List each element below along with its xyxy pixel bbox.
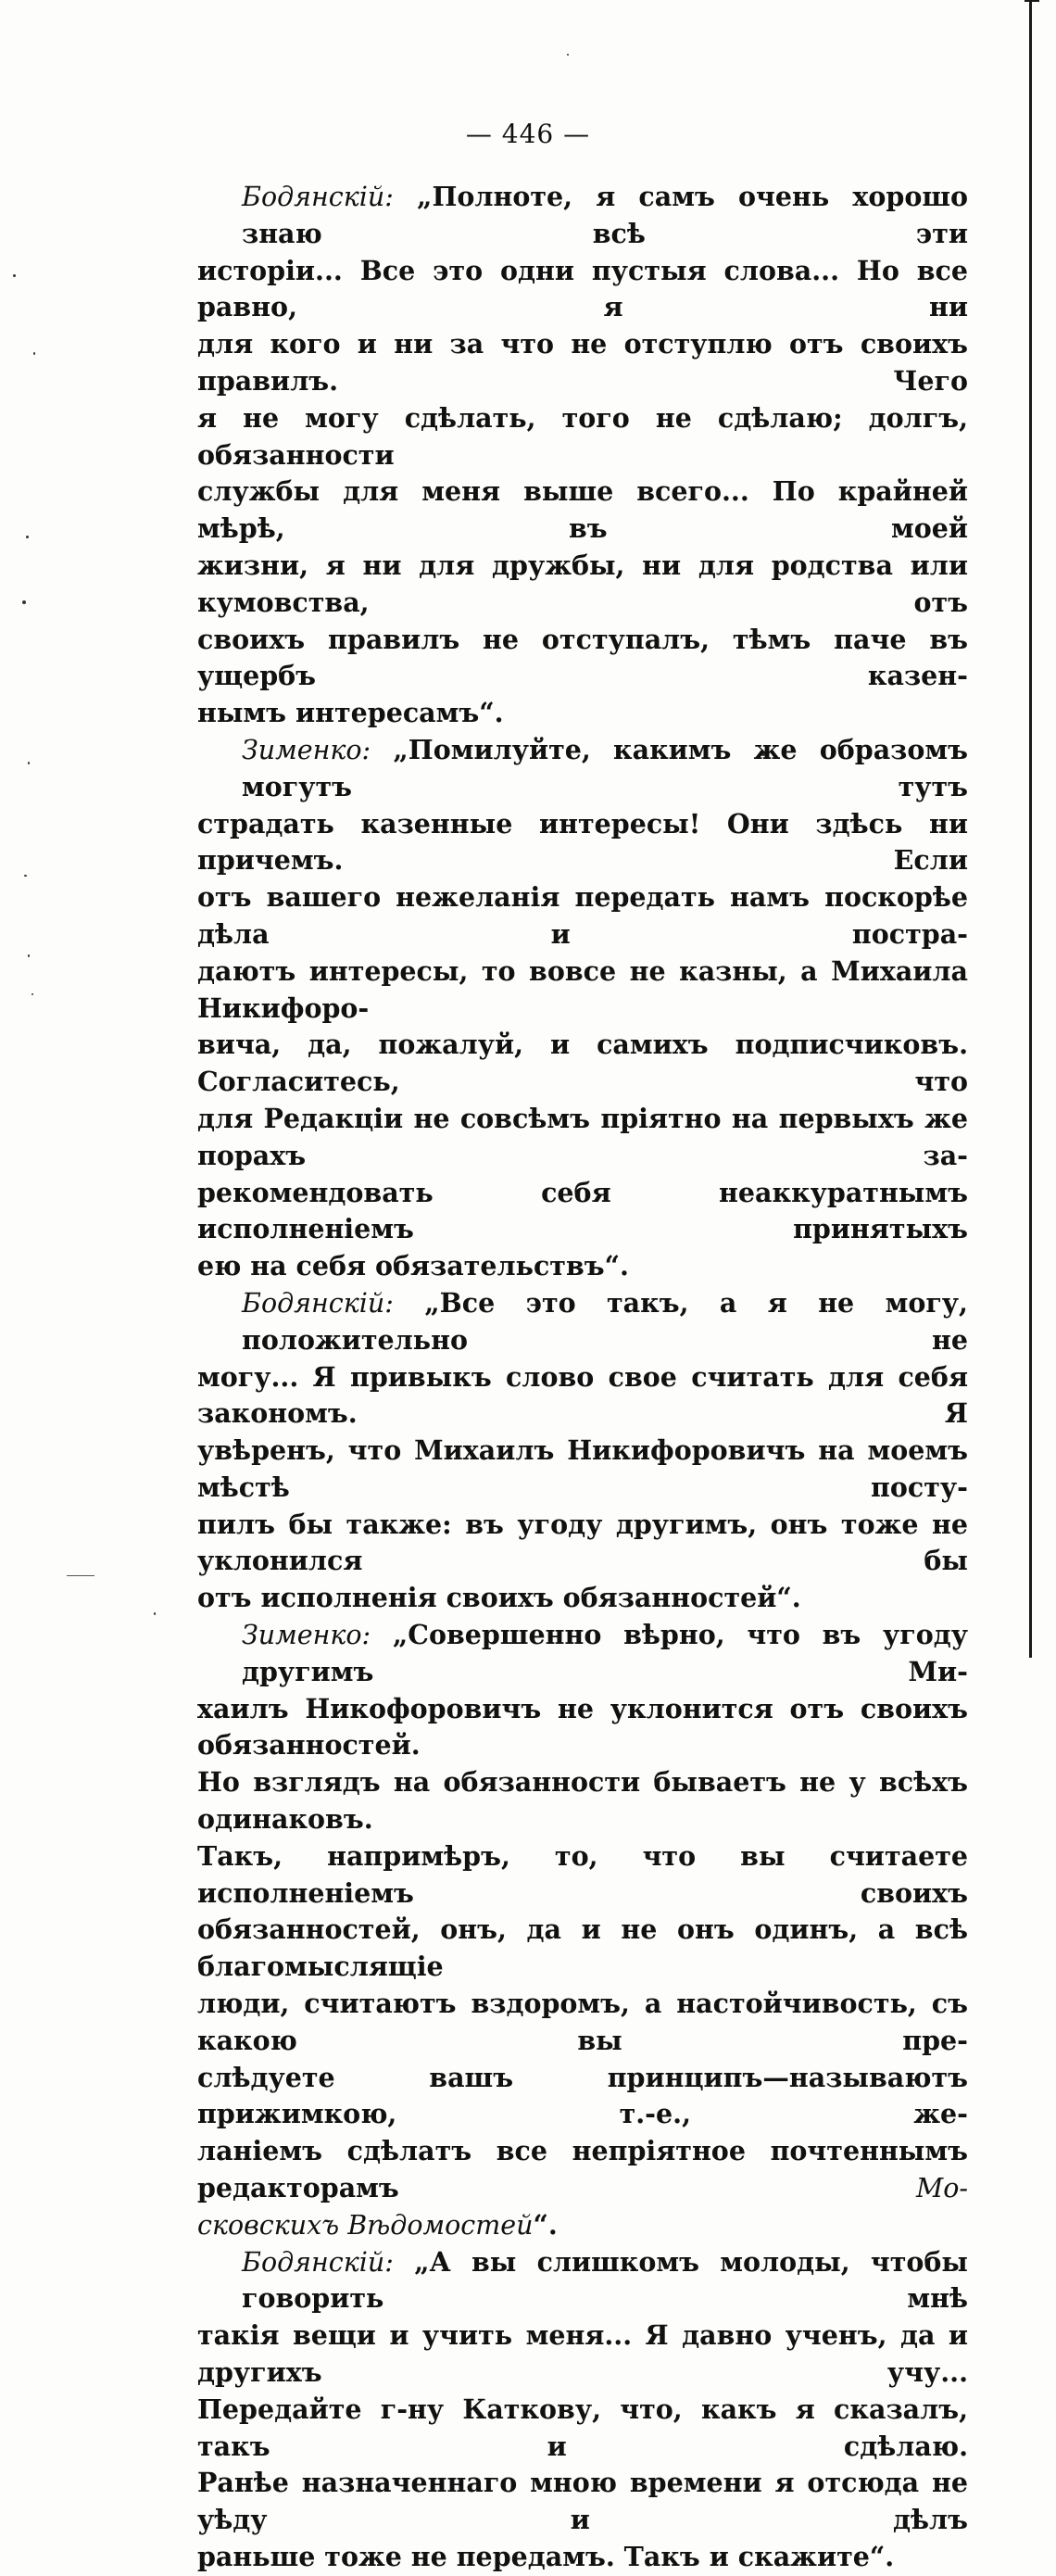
text-line: хаилъ Никофоровичъ не уклонится отъ своихъ обязанностей.: [197, 1692, 968, 1762]
page-number: — 446 —: [465, 119, 591, 149]
speech-block: [197, 1285, 968, 1617]
text-line: для кого и ни за что не отступлю отъ своихъ правилъ. Чего: [197, 328, 968, 397]
page-body: [197, 179, 968, 2576]
line-text: „А вы слишкомъ молоды, чтобы говорить мнѣ: [242, 2245, 968, 2315]
page-edge-rule: [1029, 0, 1032, 1658]
text-line: [197, 2207, 968, 2244]
text-line: жизни, я ни для дружбы, ни для родства или кумовства, отъ: [197, 549, 968, 618]
text-line: [197, 1285, 968, 1359]
text-line: Ранѣе назначеннаго мною времени я отсюда не уѣду и дѣлъ: [197, 2467, 968, 2536]
text-line: страдать казенные интересы! Они здѣсь ни причемъ. Если: [197, 807, 968, 877]
margin-dash: [67, 1575, 94, 1576]
text-line: раньше тоже не передамъ. Такъ и скажите“.: [197, 2541, 895, 2572]
line-text: „Помилуйте, какимъ же образомъ могутъ тутъ: [242, 733, 968, 802]
text-line: я не могу сдѣлать, того не сдѣлаю; долгъ, обязанности: [197, 401, 968, 471]
line-text: ланіемъ сдѣлатъ все непріятное почтеннымъ редакторамъ: [197, 2135, 968, 2204]
speaker-name: Бодянскій:: [242, 1287, 394, 1319]
text-line: для Редакціи не совсѣмъ пріятно на первыхъ же порахъ за-: [197, 1102, 968, 1171]
text-line: отъ исполненія своихъ обязанностей“.: [197, 1582, 801, 1614]
text-line: вича, да, пожалуй, и самихъ подписчиковъ. Согласитесь, что: [197, 1029, 968, 1098]
text-line: службы для меня выше всего... По крайней мѣрѣ, въ моей: [197, 475, 968, 545]
text-line: Но взглядъ на обязанности бываетъ не у всѣхъ одинаковъ.: [197, 1766, 968, 1836]
speaker-name: Бодянскій:: [242, 182, 394, 212]
speech-block: [197, 1617, 968, 2244]
line-text: “.: [533, 2208, 558, 2241]
speaker-name: Зименко:: [242, 1620, 371, 1651]
text-line: слѣдуете вашъ принципъ—называютъ прижимкою, т.-е., же-: [197, 2061, 968, 2130]
text-line: Передайте г-ну Каткову, что, какъ я сказалъ, такъ и сдѣлаю.: [197, 2393, 968, 2462]
speaker-name: Бодянскій:: [242, 2246, 394, 2278]
text-line: [197, 732, 968, 806]
speaker-name: Зименко:: [242, 734, 371, 765]
line-text: „Все это такъ, а я не могу, положительно не: [242, 1286, 968, 1356]
line-text: „Совершенно вѣрно, что въ угоду другимъ Ми-: [242, 1619, 968, 1687]
text-line: ею на себя обязательствъ“.: [197, 1250, 629, 1282]
speech-block: [197, 2244, 968, 2576]
text-line: [197, 1617, 968, 1691]
text-line: рекомендовать себя неаккуратнымъ исполненіемъ принятыхъ: [197, 1176, 968, 1245]
text-line: увѣренъ, что Михаилъ Никифоровичъ на моемъ мѣстѣ посту-: [197, 1434, 968, 1503]
italic-title: Мо-: [916, 2173, 968, 2204]
text-line: пилъ бы также: въ угоду другимъ, онъ тоже не уклонился бы: [197, 1508, 968, 1577]
text-line: люди, считаютъ вздоромъ, а настойчивость, съ какою вы пре-: [197, 1988, 968, 2056]
speech-block: [197, 732, 968, 1285]
speech-block: [197, 179, 968, 732]
text-line: такія вещи и учить меня... Я давно ученъ, да и другихъ учу...: [197, 2319, 968, 2389]
text-line: нымъ интересамъ“.: [197, 697, 504, 729]
text-line: [197, 2133, 968, 2207]
text-line: даютъ интересы, то вовсе не казны, а Михаила Никифоро-: [197, 954, 968, 1024]
text-line: исторіи... Все это одни пустыя слова... Но все равно, я ни: [197, 254, 968, 323]
page-edge-tick: [1025, 0, 1039, 9]
text-line: [197, 179, 968, 253]
text-line: своихъ правилъ не отступалъ, тѣмъ паче въ ущербъ казен-: [197, 623, 968, 692]
text-line: Такъ, напримѣръ, то, что вы считаете исполненіемъ своихъ: [197, 1839, 968, 1909]
text-line: отъ вашего нежеланія передать намъ поскорѣе дѣла и пострa-: [197, 881, 968, 950]
text-line: обязанностей, онъ, да и не онъ одинъ, а всѣ благомыслящіе: [197, 1913, 968, 1983]
line-text: „Полноте, я самъ очень хорошо знаю всѣ эти: [242, 181, 968, 249]
italic-title: сковскихъ Вѣдомостей: [197, 2209, 534, 2241]
text-line: [197, 2244, 968, 2318]
text-line: могу... Я привыкъ слово свое считать для себя закономъ. Я: [197, 1360, 968, 1430]
